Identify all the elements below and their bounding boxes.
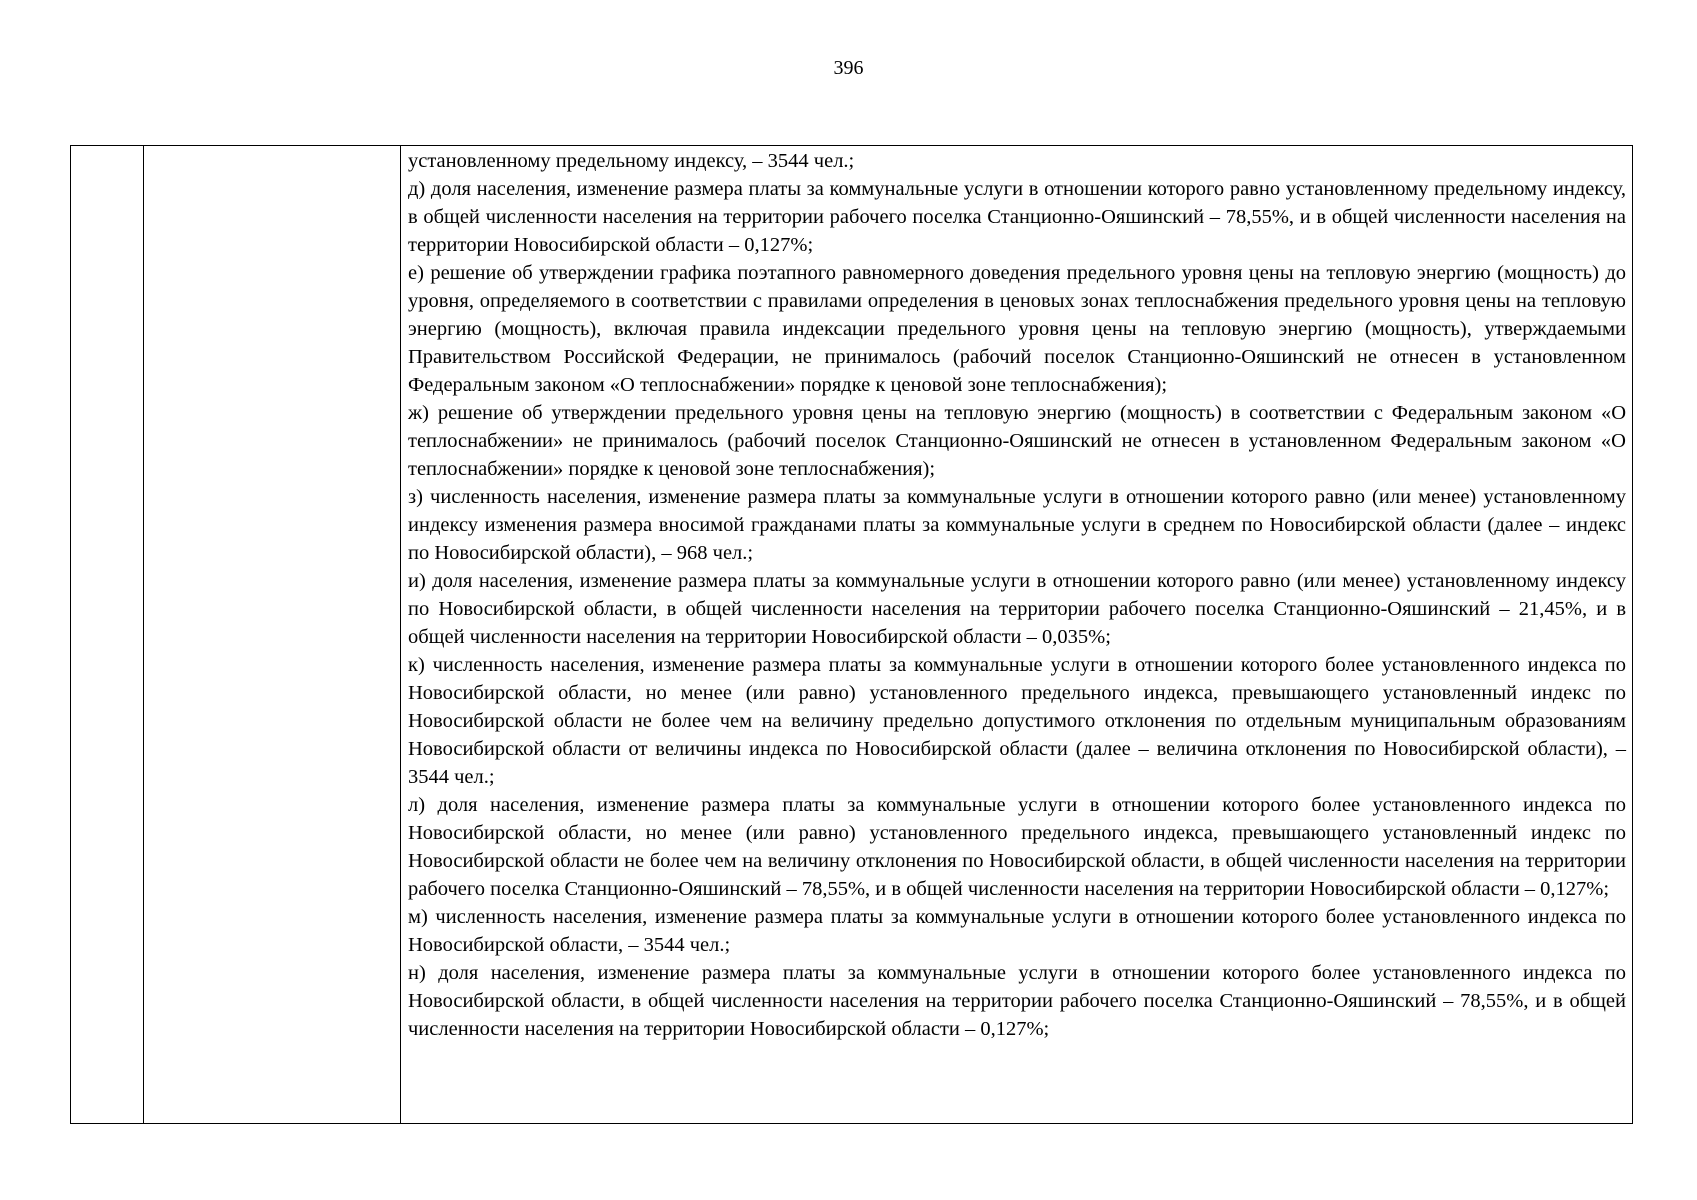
paragraph: м) численность населения, изменение размера платы за коммунальные услуги в отношении которого более установленного индекса по Новосибирской области, – 3544 чел.; <box>408 906 1626 956</box>
paragraph: к) численность населения, изменение размера платы за коммунальные услуги в отношении которого более установленного индекса по Новосибирской области, но менее (или равно) установленного предельного индекса, превышающего установленный индекс по Новосибирской области не более чем на величину предельно допустимого отклонения по отдельным муниципальным образованиям Новосибирской области от величины индекса по Новосибирской области (далее – величина отклонения по Новосибирской области), – 3544 чел.; <box>408 654 1626 788</box>
page-number: 396 <box>833 57 864 79</box>
paragraph: н) доля населения, изменение размера платы за коммунальные услуги в отношении которого более установленного индекса по Новосибирской области, в общей численности населения на территории рабочего поселка Станционно-Ояшинский – 78,55%, и в общей численности населения на территории Новосибирской области – 0,127%; <box>408 962 1626 1040</box>
table-column-divider <box>143 146 144 1123</box>
paragraph: з) численность населения, изменение размера платы за коммунальные услуги в отношении которого равно (или менее) установленному индексу изменения размера вносимой гражданами платы за коммунальные услуги в среднем по Новосибирской области (далее – индекс по Новосибирской области), – 968 чел.; <box>408 486 1626 564</box>
paragraph: ж) решение об утверждении предельного уровня цены на тепловую энергию (мощность) в соответствии с Федеральным законом «О теплоснабжении» не принималось (рабочий поселок Станционно-Ояшинский не отнесен в установленном Федеральным законом «О теплоснабжении» порядке к ценовой зоне теплоснабжения); <box>408 402 1626 480</box>
document-table <box>70 145 1633 1124</box>
paragraph: е) решение об утверждении графика поэтапного равномерного доведения предельного уровня цены на тепловую энергию (мощность) до уровня, определяемого в соответствии с правилами определения в ценовых зонах теплоснабжения предельного уровня цены на тепловую энергию (мощность), включая правила индексации предельного уровня цены на тепловую энергию (мощность), утверждаемыми Правительством Российской Федерации, не принималось (рабочий поселок Станционно-Ояшинский не отнесен в установленном Федеральным законом «О теплоснабжении» порядке к ценовой зоне теплоснабжения); <box>408 262 1626 396</box>
paragraph: установленному предельному индексу, – 3544 чел.; <box>408 150 855 172</box>
paragraph: и) доля населения, изменение размера платы за коммунальные услуги в отношении которого равно (или менее) установленному индексу по Новосибирской области, в общей численности населения на территории рабочего поселка Станционно-Ояшинский – 21,45%, и в общей численности населения на территории Новосибирской области – 0,035%; <box>408 570 1626 648</box>
paragraph: д) доля населения, изменение размера платы за коммунальные услуги в отношении которого равно установленному предельному индексу, в общей численности населения на территории рабочего поселка Станционно-Ояшинский – 78,55%, и в общей численности населения на территории Новосибирской области – 0,127%; <box>408 178 1626 256</box>
table-cell-text <box>408 147 1626 1043</box>
table-column-divider <box>400 146 401 1123</box>
paragraph: л) доля населения, изменение размера платы за коммунальные услуги в отношении которого более установленного индекса по Новосибирской области, но менее (или равно) установленного предельного индекса, превышающего установленный индекс по Новосибирской области не более чем на величину отклонения по Новосибирской области, в общей численности населения на территории рабочего поселка Станционно-Ояшинский – 78,55%, и в общей численности населения на территории Новосибирской области – 0,127%; <box>408 794 1626 900</box>
